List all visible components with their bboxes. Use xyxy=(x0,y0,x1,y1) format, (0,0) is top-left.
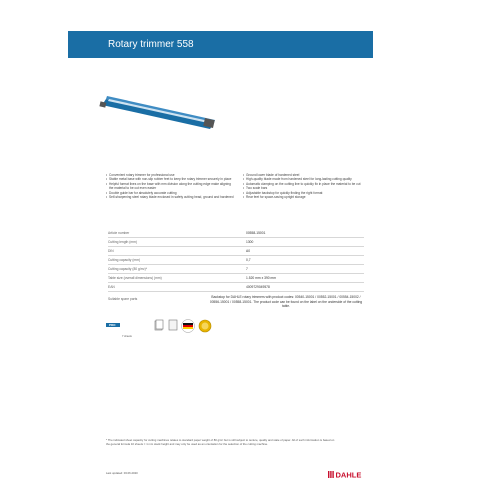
spec-value: 00558-15001 xyxy=(246,231,266,235)
spec-value: 0,7 xyxy=(246,258,251,262)
dahle-logo xyxy=(328,470,366,479)
spec-row xyxy=(108,256,364,265)
capacity-badge-label: 7 sheets xyxy=(122,335,132,338)
title-bar xyxy=(68,31,373,58)
feature-item: • Automatic clamping on the cutting line to quickly fix in place the material to be cut xyxy=(243,182,373,186)
capacity-badge xyxy=(122,324,142,338)
last-updated: Last updated: 03.06.2020 xyxy=(106,471,138,475)
spec-key: DIN xyxy=(108,249,114,253)
feature-item: • Ground lower blade of hardened steel xyxy=(243,173,373,177)
spec-key: Cutting capacity (80 g/m²)* xyxy=(108,267,148,271)
spec-key: Article number xyxy=(108,231,130,235)
feature-column-right xyxy=(243,173,373,199)
spec-row xyxy=(108,265,364,274)
svg-text:DAHLE: DAHLE xyxy=(335,470,362,479)
spec-row xyxy=(108,247,364,256)
spec-value: 7 xyxy=(246,267,248,271)
feature-item: • Convenient rotary trimmer for professional use xyxy=(106,173,236,177)
spec-row xyxy=(108,274,364,283)
pro-badge-label: PRO xyxy=(109,323,116,327)
spec-key: Cutting capacity (mm) xyxy=(108,258,141,262)
spec-value: 1300 xyxy=(246,240,254,244)
warranty-seal-icon xyxy=(198,319,212,333)
spare-parts-row xyxy=(108,295,364,317)
spare-parts-key: Suitable spare parts xyxy=(108,297,138,301)
spec-value: A0 xyxy=(246,249,251,253)
spec-row xyxy=(108,238,364,247)
feature-item: • Helpful format lines on the base with mm division along the cutting edge make aligning the material to be cut even easier xyxy=(106,182,236,191)
feature-column-left xyxy=(106,173,236,199)
paper-stack-icon xyxy=(154,319,164,331)
feature-item: • High-quality blade made from hardened steel for long-lasting cutting quality xyxy=(243,177,373,181)
spec-value: 1.520 mm x 390 mm xyxy=(246,276,277,280)
rotary-trimmer-image xyxy=(98,71,218,137)
feature-badges xyxy=(106,319,246,339)
spec-row xyxy=(108,283,364,292)
footnote: * The indicated sheet capacity for cutting machines relates to standard paper weight of 80 g/m² but is still subject to texture, quality and state of paper. All of such information is based on the general formula 10 sheets = 1 mm stack height and may only be used as an orientation for the selection of the cutting machine. xyxy=(106,438,335,446)
spec-row xyxy=(108,229,364,238)
product-sheet xyxy=(68,31,373,479)
page-title: Rotary trimmer 558 xyxy=(108,39,194,50)
feature-item: • Stable metal base with non-slip rubber feet to keep the rotary trimmer securely in place xyxy=(106,177,236,181)
spec-key: Cutting length (mm) xyxy=(108,240,137,244)
spec-value: 4009729049578 xyxy=(246,285,270,289)
format-icon xyxy=(168,319,178,331)
feature-item: • Double guide bar for absolutely accurate cutting xyxy=(106,191,236,195)
spare-parts-value: Backstop for DAHLE rotary trimmers with product codes: 00540-15001 / 00552-15001 / 00554-15002 / 00556-15001 / 00558-15001. The product code can be found on the label on the underside of the cutting table. xyxy=(209,295,363,309)
pro-badge xyxy=(106,323,120,327)
germany-flag-icon xyxy=(180,319,196,333)
spec-key: Table size (overall dimensions) (mm) xyxy=(108,276,162,280)
spec-key: EAN xyxy=(108,285,115,289)
feature-item: • Rear feet for space-saving upright storage xyxy=(243,195,373,199)
feature-item: • Self-sharpening steel rotary blade enclosed in safety cutting head, ground and hardened xyxy=(106,195,236,199)
feature-item: • Adjustable backstop for quickly finding the right format xyxy=(243,191,373,195)
feature-item: • Two scale bars xyxy=(243,186,373,190)
